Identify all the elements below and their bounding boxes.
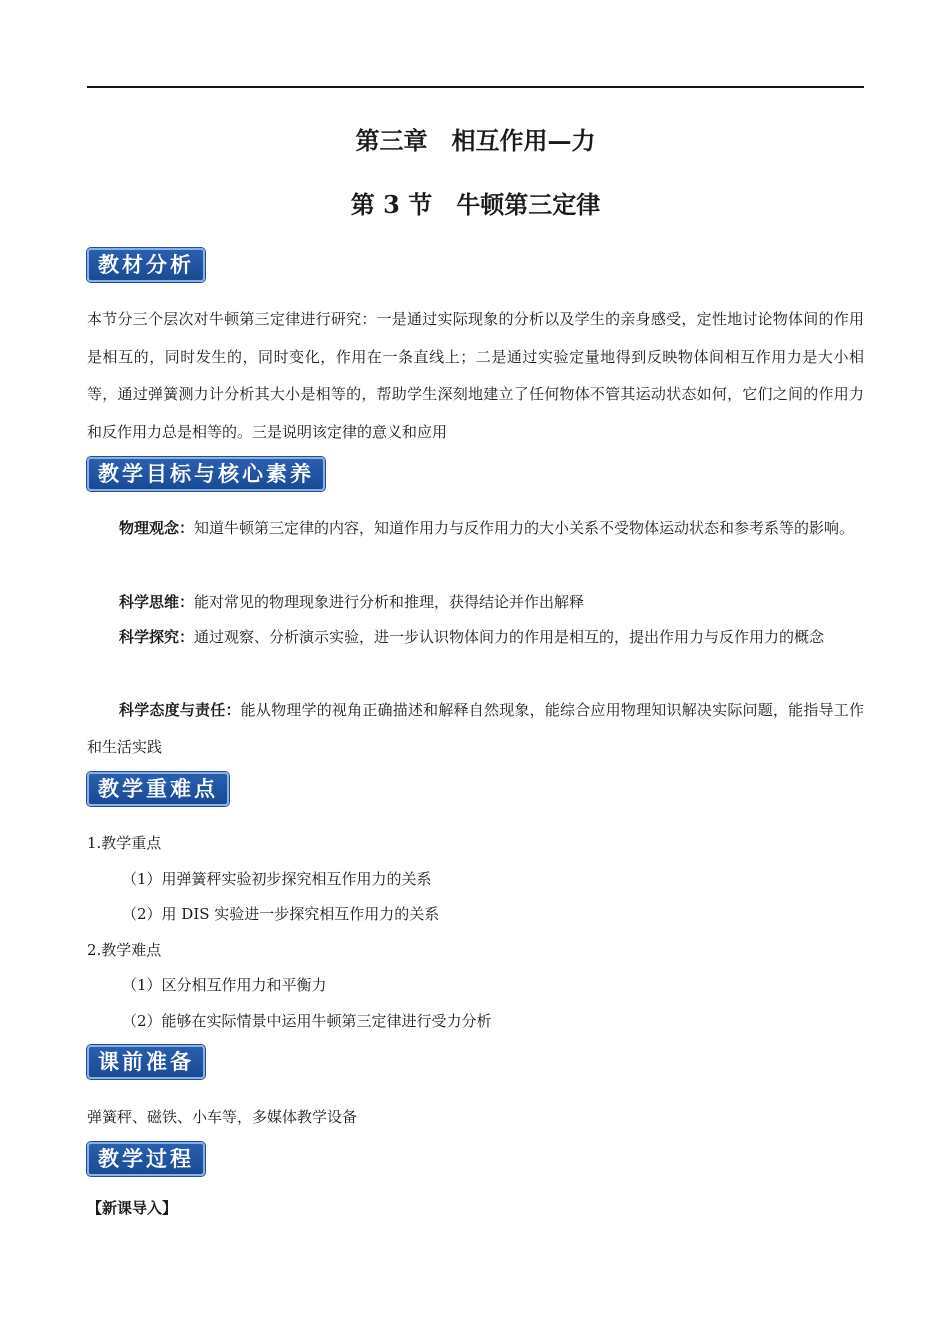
focus-item-1: （1）用弹簧秤实验初步探究相互作用力的关系: [122, 870, 432, 888]
goal-scientific-inquiry: [87, 619, 864, 656]
preparation-text: 弹簧秤、磁铁、小车等，多媒体教学设备: [87, 1108, 358, 1126]
goal-physics-concept: [87, 510, 864, 547]
goal-label: 物理观念：: [119, 519, 195, 537]
new-lesson-intro: 【新课导入】: [87, 1199, 178, 1217]
goal-text: 知道牛顿第三定律的内容，知道作用力与反作用力的大小关系不受物体运动状态和参考系等的影响。: [194, 519, 855, 537]
header-rule: [87, 86, 864, 88]
section-title: 第 3 节 牛顿第三定律: [350, 190, 601, 219]
chapter-title: 第三章 相互作用—力: [355, 126, 596, 155]
goal-scientific-thinking: [87, 584, 864, 621]
heading-key-points: 教学重难点: [87, 772, 229, 806]
difficulty-title: 2.教学难点: [87, 941, 162, 959]
goal-label: 科学态度与责任：: [119, 701, 241, 719]
difficulty-item-2: （2）能够在实际情景中运用牛顿第三定律进行受力分析: [122, 1012, 492, 1030]
focus-item-2: （2）用 DIS 实验进一步探究相互作用力的关系: [122, 905, 440, 923]
analysis-paragraph: 本节分三个层次对牛顿第三定律进行研究：一是通过实际现象的分析以及学生的亲身感受，定性地讨论物体间的作用是相互的，同时发生的，同时变化，作用在一条直线上；二是通过实验定量地得到反映物体间相互作用力是大小相等，通过弹簧测力计分析其大小是相等的，帮助学生深刻地建立了任何物体不管其运动状态如何，它们之间的作用力和反作用力总是相等的。三是说明该定律的意义和应用: [87, 310, 864, 441]
difficulty-item-1: （1）区分相互作用力和平衡力: [122, 976, 327, 994]
goal-label: 科学思维：: [119, 593, 195, 611]
goal-text: 通过观察、分析演示实验，进一步认识物体间力的作用是相互的，提出作用力与反作用力的概念: [194, 628, 825, 646]
heading-preparation: 课前准备: [87, 1045, 205, 1079]
focus-title: 1.教学重点: [87, 834, 162, 852]
heading-process: 教学过程: [87, 1142, 205, 1176]
heading-goals: 教学目标与核心素养: [87, 457, 325, 491]
goal-text: 能从物理学的视角正确描述和解释自然现象，能综合应用物理知识解决实际问题，能指导工作和生活实践: [87, 701, 864, 756]
goal-label: 科学探究：: [119, 628, 195, 646]
heading-analysis: 教材分析: [87, 248, 205, 282]
goal-attitude-responsibility: [87, 692, 864, 766]
goal-text: 能对常见的物理现象进行分析和推理，获得结论并作出解释: [194, 593, 585, 611]
